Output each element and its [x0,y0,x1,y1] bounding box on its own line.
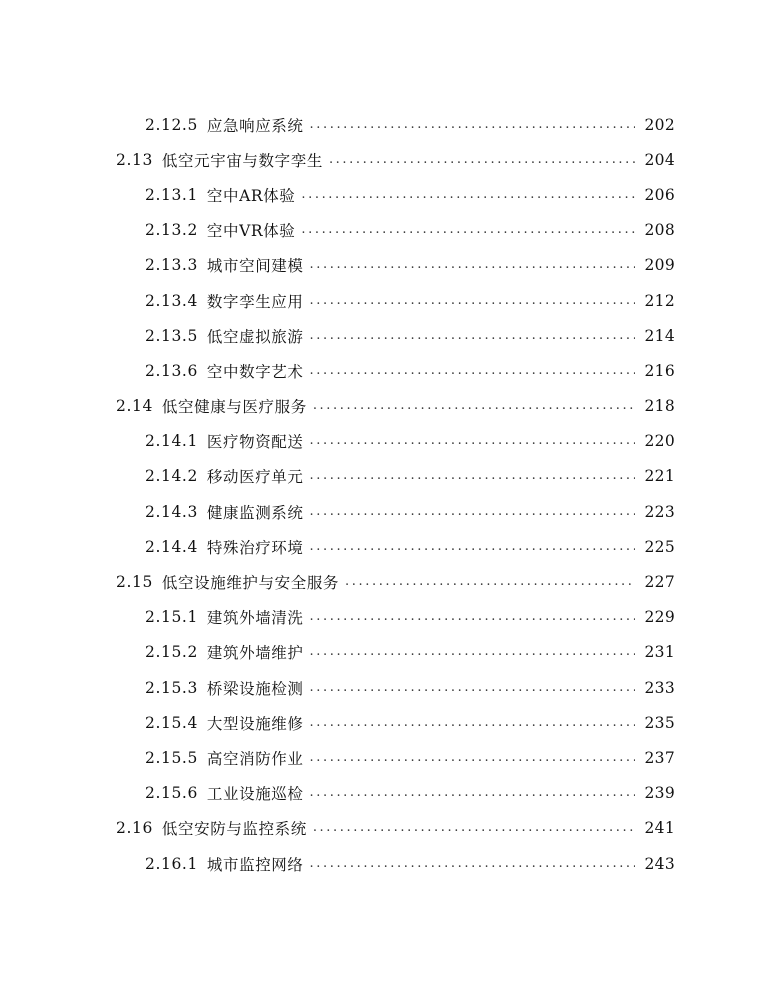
toc-entry-title: 低空虚拟旅游 [206,327,304,346]
toc-entry-title: 高空消防作业 [206,749,304,768]
toc-entry-number: 2.13.4 [145,291,198,310]
toc-dot-leader [310,503,635,521]
toc-entry-page-number: 225 [644,537,675,556]
toc-entry-title: 健康监测系统 [206,503,304,522]
toc-entry-title: 建筑外墙维护 [206,644,304,663]
toc-dot-leader [301,186,634,204]
toc-dot-leader [310,608,635,626]
toc-entry-page-number: 214 [644,326,675,345]
toc-entry-title: 空中VR体验 [206,222,296,241]
toc-entry-page-number: 209 [644,256,675,275]
toc-entry-number: 2.13.3 [145,256,198,275]
toc-dot-leader [345,573,634,591]
toc-entry-title: 低空设施维护与安全服务 [161,574,340,593]
toc-dot-leader [310,362,635,380]
toc-entry-title: 数字孪生应用 [206,292,304,311]
toc-entry-number: 2.13.6 [145,361,198,380]
toc-entry-page-number: 223 [644,502,675,521]
table-of-contents [0,107,765,881]
toc-entry[interactable] [0,564,765,599]
toc-entry-number: 2.14.3 [145,502,198,521]
toc-entry-number: 2.16 [116,819,153,838]
toc-entry-number: 2.14.2 [145,467,198,486]
toc-entry[interactable] [0,213,765,248]
toc-entry-title: 低空元宇宙与数字孪生 [161,151,323,170]
toc-entry[interactable] [0,107,765,142]
toc-entry-number: 2.12.5 [145,115,198,134]
toc-dot-leader [310,714,635,732]
toc-entry-page-number: 202 [644,115,675,134]
toc-entry[interactable] [0,389,765,424]
toc-dot-leader [310,679,635,697]
toc-entry-title: 低空安防与监控系统 [161,820,307,839]
toc-entry-page-number: 227 [644,573,675,592]
toc-dot-leader [301,221,634,239]
toc-entry[interactable] [0,177,765,212]
toc-entry-page-number: 220 [644,432,675,451]
toc-entry[interactable] [0,529,765,564]
toc-entry-number: 2.13.5 [145,326,198,345]
toc-entry-page-number: 216 [644,361,675,380]
toc-entry-page-number: 231 [644,643,675,662]
toc-dot-leader [329,151,635,169]
toc-dot-leader [313,819,635,837]
toc-entry-number: 2.14 [116,397,153,416]
toc-entry[interactable] [0,142,765,177]
toc-entry-number: 2.15.2 [145,643,198,662]
toc-entry[interactable] [0,600,765,635]
toc-dot-leader [313,397,635,415]
toc-entry-title: 城市空间建模 [206,257,304,276]
toc-entry-number: 2.14.1 [145,432,198,451]
toc-entry[interactable] [0,459,765,494]
toc-entry-number: 2.13.2 [145,221,198,240]
toc-entry-page-number: 221 [644,467,675,486]
toc-entry-page-number: 239 [644,784,675,803]
toc-entry-page-number: 212 [644,291,675,310]
toc-entry-title: 建筑外墙清洗 [206,609,304,628]
toc-entry-number: 2.15.1 [145,608,198,627]
toc-entry-page-number: 235 [644,713,675,732]
toc-entry-page-number: 208 [644,221,675,240]
toc-entry-page-number: 229 [644,608,675,627]
toc-entry[interactable] [0,318,765,353]
toc-entry[interactable] [0,283,765,318]
toc-entry-title: 工业设施巡检 [206,785,304,804]
toc-entry-page-number: 218 [644,397,675,416]
toc-entry-page-number: 243 [644,854,675,873]
toc-dot-leader [310,467,635,485]
toc-entry-title: 桥梁设施检测 [206,679,304,698]
toc-entry[interactable] [0,776,765,811]
toc-entry[interactable] [0,353,765,388]
toc-entry-title: 大型设施维修 [206,714,304,733]
toc-entry-page-number: 241 [644,819,675,838]
toc-entry-title: 空中数字艺术 [206,362,304,381]
toc-entry[interactable] [0,670,765,705]
toc-entry[interactable] [0,846,765,881]
toc-entry-title: 空中AR体验 [206,186,296,205]
toc-entry[interactable] [0,424,765,459]
toc-dot-leader [310,784,635,802]
toc-entry-page-number: 206 [644,185,675,204]
toc-entry-number: 2.16.1 [145,854,198,873]
toc-dot-leader [310,432,635,450]
toc-entry-page-number: 204 [644,150,675,169]
toc-entry-title: 特殊治疗环境 [206,538,304,557]
toc-entry[interactable] [0,494,765,529]
toc-entry[interactable] [0,635,765,670]
toc-entry[interactable] [0,811,765,846]
toc-entry-page-number: 233 [644,678,675,697]
toc-entry[interactable] [0,248,765,283]
toc-dot-leader [310,256,635,274]
toc-entry-title: 低空健康与医疗服务 [161,398,307,417]
toc-entry-number: 2.15.5 [145,748,198,767]
toc-entry-number: 2.14.4 [145,537,198,556]
toc-entry-title: 移动医疗单元 [206,468,304,487]
toc-entry-number: 2.15 [116,573,153,592]
toc-dot-leader [310,855,635,873]
toc-entry-number: 2.15.3 [145,678,198,697]
toc-entry[interactable] [0,740,765,775]
toc-entry-title: 应急响应系统 [206,116,304,135]
toc-entry-title: 医疗物资配送 [206,433,304,452]
toc-dot-leader [310,292,635,310]
toc-dot-leader [310,643,635,661]
toc-entry-number: 2.15.6 [145,784,198,803]
toc-dot-leader [310,116,635,134]
toc-entry-page-number: 237 [644,748,675,767]
toc-entry-number: 2.13 [116,150,153,169]
toc-dot-leader [310,327,635,345]
toc-entry[interactable] [0,705,765,740]
toc-dot-leader [310,749,635,767]
toc-dot-leader [310,538,635,556]
toc-entry-number: 2.13.1 [145,185,198,204]
toc-entry-number: 2.15.4 [145,713,198,732]
toc-entry-title: 城市监控网络 [206,855,304,874]
